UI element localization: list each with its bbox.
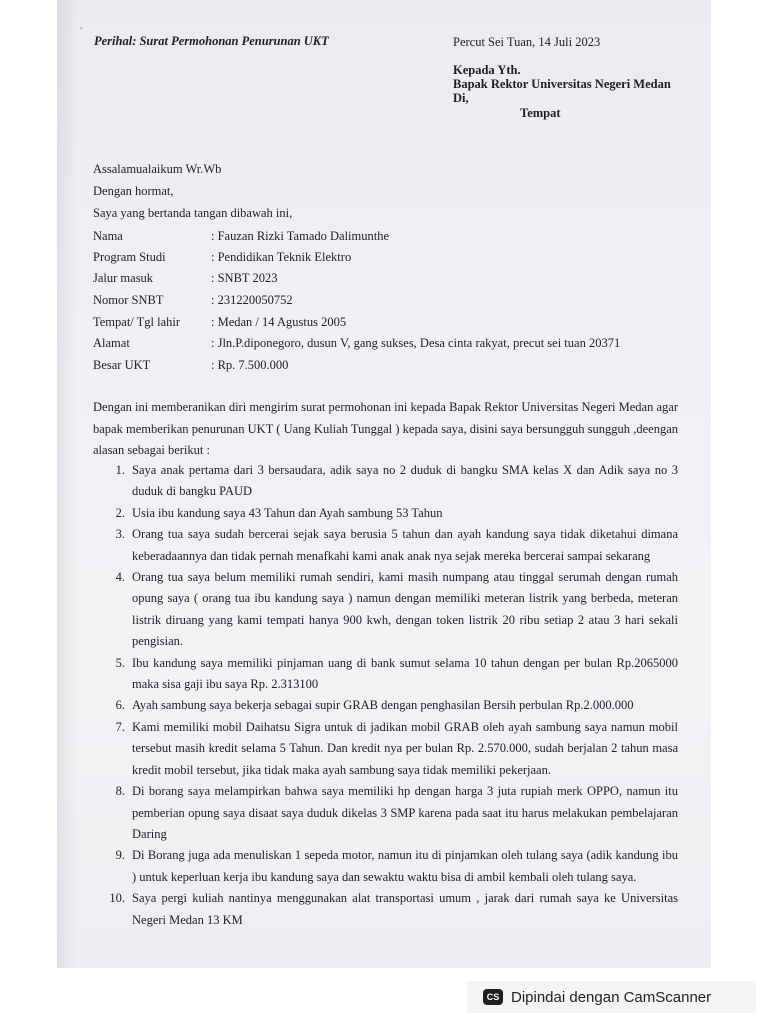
list-item-number: 1. xyxy=(115,463,125,477)
list-item-text: Orang tua saya sudah bercerai sejak saya berusia 5 tahun dan ayah kandung saya tidak diketahui dimana keberadaannya dan tidak pernah menafkahi kami anak anak nya sejak mereka bercerai sampai sekarang xyxy=(132,527,678,563)
list-item-text: Saya anak pertama dari 3 bersaudara, adik saya no 2 duduk di bangku SMA kelas X dan Adik saya no 3 duduk di bangku PAUD xyxy=(132,463,678,499)
identity-value: : Pendidikan Teknik Elektro xyxy=(211,250,352,264)
greeting-salam: Assalamualaikum Wr.Wb xyxy=(93,162,222,176)
scanned-letter-page xyxy=(57,0,711,968)
identity-label: Besar UKT xyxy=(93,358,151,372)
list-item xyxy=(93,567,678,653)
list-item-number: 3. xyxy=(115,527,125,542)
list-item-number: 4. xyxy=(115,570,125,585)
greeting-hormat: Dengan hormat, xyxy=(93,184,174,198)
letter-date: Percut Sei Tuan, 14 Juli 2023 xyxy=(453,35,601,49)
list-item-text: Ibu kandung saya memiliki pinjaman uang di bank sumut selama 10 tahun dengan per bulan Rp.2065000 maka sisa gaji ibu saya Rp. 2.313100 xyxy=(132,655,678,692)
recipient-line-2: Bapak Rektor Universitas Negeri Medan xyxy=(453,77,671,91)
request-paragraph: Dengan ini memberanikan diri mengirim surat permohonan ini kepada Bapak Rektor Universitas Negeri Medan agar bapak memberikan penurunan UKT ( Uang Kuliah Tunggal ) kepada saya, disini saya bersungguh sungguh ,deengan alasan sebagai berikut : xyxy=(93,400,678,457)
camscanner-logo-icon: CS xyxy=(483,989,503,1005)
list-item xyxy=(93,717,678,781)
letter-subject: Perihal: Surat Permohonan Penurunan UKT xyxy=(94,34,329,48)
list-item-number: 8. xyxy=(115,784,125,799)
list-item-text: Di borang saya melampirkan bahwa saya memiliki hp dengan harga 3 juta rupiah merk OPPO, namun itu pemberian opung saya disaat saya duduk dikelas 3 SMP karena pada saat itu harus melakukan pembelajaran Daring xyxy=(132,784,678,841)
identity-value: : Jln.P.diponegoro, dusun V, gang sukses, Desa cinta rakyat, precut sei tuan 20371 xyxy=(211,336,621,350)
recipient-line-1: Kepada Yth. xyxy=(453,63,521,77)
identity-label: Nomor SNBT xyxy=(93,293,164,307)
identity-value: : 231220050752 xyxy=(211,293,293,307)
identity-label: Alamat xyxy=(93,336,130,350)
list-item-text: Usia ibu kandung saya 43 Tahun dan Ayah sambung 53 Tahun xyxy=(132,505,443,520)
list-item xyxy=(93,888,678,931)
identity-value: : SNBT 2023 xyxy=(211,271,278,285)
list-item xyxy=(93,460,678,503)
list-item-number: 5. xyxy=(115,655,125,670)
list-item-text: Kami memiliki mobil Daihatsu Sigra untuk di jadikan mobil GRAB oleh ayah sambung saya namun mobil tersebut masih kredit selama 5 Tahun. Dan kredit nya per bulan Rp. 2.570.000, sudah berjalan 2 tahun masa kredit mobil tersebut, jika tidak maka ayah sambung saya tidak memiliki pekerjaan. xyxy=(132,719,678,777)
list-item-number: 10. xyxy=(109,891,125,906)
pen-mark: · xyxy=(79,20,84,35)
list-item-text: Ayah sambung saya bekerja sebagai supir GRAB dengan penghasilan Bersih perbulan Rp.2.000.000 xyxy=(132,698,634,713)
camscanner-label: Dipindai dengan CamScanner xyxy=(511,988,712,1006)
identity-label: Tempat/ Tgl lahir xyxy=(93,315,181,329)
list-item xyxy=(93,524,678,567)
list-item-number: 2. xyxy=(115,505,125,520)
recipient-line-3: Di, xyxy=(453,91,469,105)
list-item xyxy=(93,695,678,716)
list-item-text: Saya pergi kuliah nantinya menggunakan alat transportasi umum , jarak dari rumah saya ke Universitas Negeri Medan 13 KM xyxy=(132,891,678,927)
list-item-text: Di Borang juga ada menuliskan 1 sepeda motor, namun itu di pinjamkan oleh tulang saya (adik kandung ibu ) untuk keperluan kerja ibu kandung saya dan sewaktu waktu bisa di ambil kembali oleh tulang saya. xyxy=(132,848,678,884)
identity-value: : Fauzan Rizki Tamado Dalimunthe xyxy=(211,229,390,243)
identity-label: Nama xyxy=(93,229,123,243)
identity-value: : Medan / 14 Agustus 2005 xyxy=(211,315,347,329)
list-item xyxy=(93,503,678,524)
list-item xyxy=(93,781,678,845)
greeting-intro: Saya yang bertanda tangan dibawah ini, xyxy=(93,206,293,220)
identity-label: Program Studi xyxy=(93,250,166,264)
identity-value: : Rp. 7.500.000 xyxy=(211,358,289,372)
list-item-number: 9. xyxy=(115,848,125,863)
list-item-number: 6. xyxy=(115,698,125,713)
list-item-number: 7. xyxy=(115,719,125,734)
recipient-line-4: Tempat xyxy=(520,106,561,120)
list-item-text: Orang tua saya belum memiliki rumah sendiri, kami masih numpang atau tinggal serumah dengan rumah opung saya ( orang tua ibu kandung saya ) namun dengan memiliki meteran listrik yang berbeda, meteran listrik diruang yang kami tempati hanya 900 kwh, dengan token listrik 20 ribu setiap 2 atau 3 hari sekali pengisian. xyxy=(132,570,678,649)
camscanner-watermark xyxy=(467,981,756,1013)
identity-label: Jalur masuk xyxy=(93,271,154,285)
list-item xyxy=(93,653,678,696)
list-item xyxy=(93,845,678,888)
reasons-list xyxy=(93,460,678,931)
